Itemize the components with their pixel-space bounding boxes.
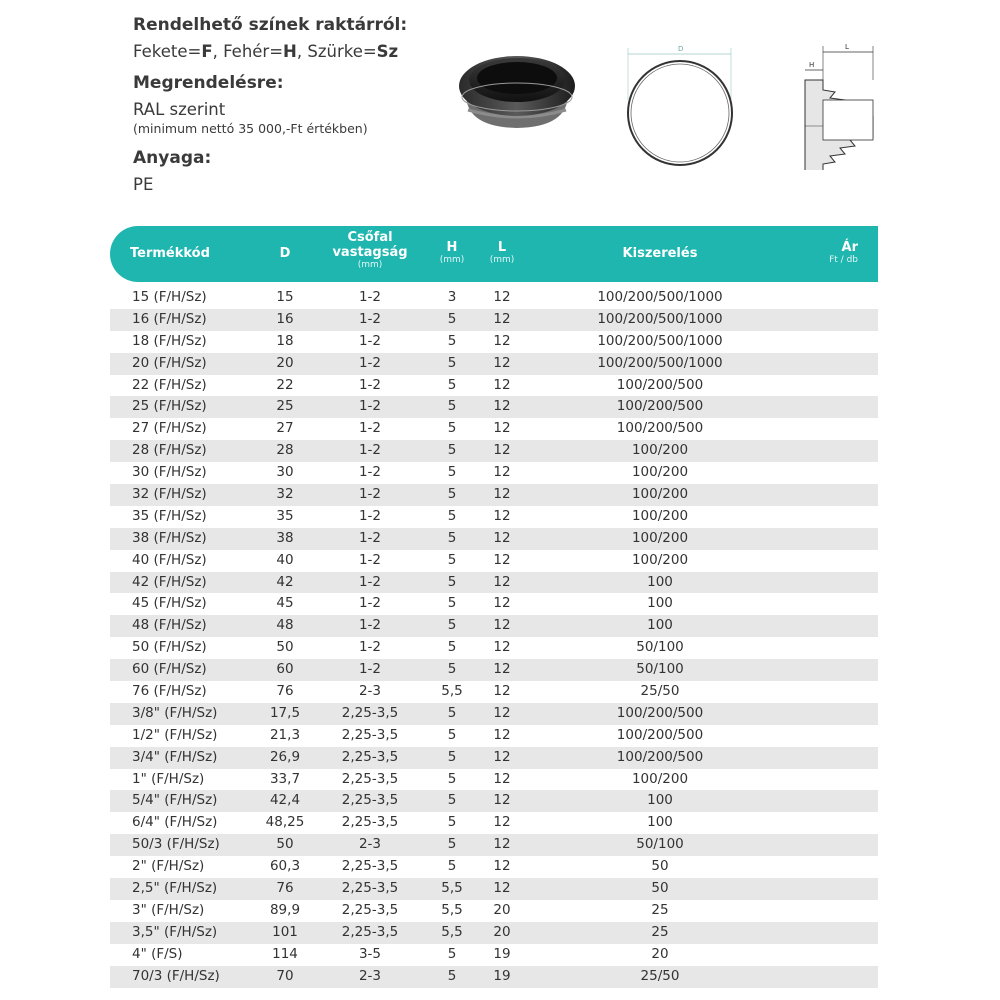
- cell-pack: 100/200/500: [616, 376, 704, 393]
- cell-l: 12: [493, 398, 511, 415]
- cell-l: 12: [493, 726, 511, 743]
- cell-d: 60: [276, 661, 294, 678]
- front-view-drawing: [618, 40, 743, 170]
- material-heading: Anyaga:: [133, 148, 212, 168]
- dim-h-label: H: [809, 61, 815, 69]
- cell-code: 30 (F/H/Sz): [132, 464, 207, 481]
- cell-h: 3: [447, 289, 457, 305]
- cell-h: 5: [447, 836, 457, 853]
- cell-h: 5: [447, 310, 457, 327]
- cell-wall: 1-2: [358, 289, 382, 305]
- cell-pack: 100/200/500: [616, 398, 704, 415]
- cell-d: 32: [276, 486, 294, 503]
- cell-d: 48,25: [265, 814, 305, 831]
- cell-code: 42 (F/H/Sz): [132, 573, 207, 590]
- cell-code: 6/4" (F/H/Sz): [132, 814, 218, 831]
- header-wall: [320, 230, 420, 271]
- cell-l: 12: [493, 442, 511, 459]
- cell-code: 76 (F/H/Sz): [132, 683, 207, 700]
- cell-l: 12: [493, 661, 511, 678]
- cell-pack: 100/200/500: [616, 726, 704, 743]
- header-l-label: L: [497, 240, 507, 255]
- cell-pack: 100/200: [631, 486, 689, 503]
- table-row: [110, 396, 878, 418]
- cell-code: 20 (F/H/Sz): [132, 354, 207, 371]
- cell-code: 3/4" (F/H/Sz): [132, 748, 218, 765]
- cell-code: 48 (F/H/Sz): [132, 617, 207, 634]
- side-section-drawing: [795, 40, 885, 170]
- table-row: [110, 484, 878, 506]
- header-l-unit: (mm): [489, 255, 515, 265]
- cell-d: 114: [272, 945, 298, 962]
- cell-wall: 2-3: [358, 836, 382, 853]
- cell-h: 5: [447, 332, 457, 349]
- cell-l: 12: [493, 748, 511, 765]
- cell-d: 35: [276, 507, 294, 524]
- cell-code: 3,5" (F/H/Sz): [132, 923, 218, 940]
- cell-pack: 100/200: [631, 770, 689, 787]
- cell-l: 12: [493, 814, 511, 831]
- cell-wall: 1-2: [358, 376, 382, 393]
- cell-d: 50: [276, 639, 294, 656]
- cell-h: 5,5: [441, 683, 463, 700]
- cell-l: 12: [493, 332, 511, 349]
- cell-code: 1/2" (F/H/Sz): [132, 726, 218, 743]
- cell-code: 15 (F/H/Sz): [132, 289, 207, 305]
- cell-l: 12: [493, 639, 511, 656]
- cell-wall: 2-3: [358, 967, 382, 984]
- cell-pack: 100/200/500/1000: [597, 310, 723, 327]
- table-row: [110, 944, 878, 966]
- table-row: [110, 725, 878, 747]
- cell-h: 5: [447, 529, 457, 546]
- cell-wall: 2,25-3,5: [341, 814, 399, 831]
- cell-wall: 3-5: [358, 945, 382, 962]
- cell-l: 19: [493, 945, 511, 962]
- table-row: [110, 856, 878, 878]
- cell-pack: 25/50: [640, 967, 680, 984]
- cell-l: 12: [493, 464, 511, 481]
- cell-d: 25: [276, 398, 294, 415]
- table-row: [110, 572, 878, 594]
- cell-d: 21,3: [269, 726, 301, 743]
- table-body: [110, 287, 878, 988]
- table-row: [110, 440, 878, 462]
- table-row: [110, 834, 878, 856]
- colors-line-segment: Sz: [376, 42, 399, 61]
- cell-h: 5: [447, 967, 457, 984]
- cell-pack: 50: [651, 858, 669, 875]
- cell-l: 12: [493, 617, 511, 634]
- cell-code: 4" (F/S): [132, 945, 183, 962]
- colors-line-segment: Fekete=: [133, 42, 202, 61]
- cell-d: 101: [272, 923, 298, 940]
- cell-code: 2,5" (F/H/Sz): [132, 880, 218, 897]
- table-row: [110, 769, 878, 791]
- cell-l: 12: [493, 310, 511, 327]
- cell-code: 60 (F/H/Sz): [132, 661, 207, 678]
- colors-line-segment: F: [201, 42, 213, 61]
- table-header: [110, 226, 878, 282]
- header-wall-top: Csőfal: [347, 230, 393, 245]
- cell-wall: 1-2: [358, 420, 382, 437]
- header-price-unit: Ft / db: [829, 255, 858, 265]
- header-h-label: H: [446, 240, 458, 255]
- cell-pack: 100/200: [631, 442, 689, 459]
- cell-l: 12: [493, 858, 511, 875]
- cell-h: 5: [447, 354, 457, 371]
- cell-wall: 1-2: [358, 529, 382, 546]
- cell-h: 5: [447, 573, 457, 590]
- cell-d: 40: [276, 551, 294, 568]
- cell-d: 15: [276, 289, 294, 305]
- cell-d: 33,7: [269, 770, 301, 787]
- cell-h: 5: [447, 398, 457, 415]
- table-row: [110, 747, 878, 769]
- cell-pack: 100: [647, 792, 673, 809]
- cell-wall: 1-2: [358, 332, 382, 349]
- cell-d: 60,3: [269, 858, 301, 875]
- cell-h: 5: [447, 464, 457, 481]
- cell-h: 5: [447, 639, 457, 656]
- cell-h: 5: [447, 507, 457, 524]
- cell-wall: 1-2: [358, 573, 382, 590]
- cell-d: 50: [276, 836, 294, 853]
- cell-pack: 100/200/500: [616, 748, 704, 765]
- cell-l: 12: [493, 880, 511, 897]
- cell-d: 30: [276, 464, 294, 481]
- cell-h: 5: [447, 792, 457, 809]
- cell-d: 42,4: [269, 792, 301, 809]
- cell-wall: 1-2: [358, 507, 382, 524]
- cell-l: 12: [493, 551, 511, 568]
- cell-wall: 2,25-3,5: [341, 770, 399, 787]
- cell-l: 12: [493, 704, 511, 721]
- cell-h: 5: [447, 748, 457, 765]
- cell-pack: 100: [647, 814, 673, 831]
- cell-h: 5: [447, 945, 457, 962]
- info-block: [133, 14, 433, 196]
- cell-pack: 20: [651, 945, 669, 962]
- cell-l: 12: [493, 836, 511, 853]
- header-wall-bottom: vastagság: [332, 245, 408, 260]
- cell-pack: 100/200: [631, 529, 689, 546]
- cell-code: 50/3 (F/H/Sz): [132, 836, 220, 853]
- cell-pack: 100: [647, 595, 673, 612]
- cell-wall: 2,25-3,5: [341, 704, 399, 721]
- colors-line-segment: , Fehér=: [212, 42, 284, 61]
- table-row: [110, 659, 878, 681]
- cell-code: 40 (F/H/Sz): [132, 551, 207, 568]
- table-row: [110, 353, 878, 375]
- cell-h: 5: [447, 486, 457, 503]
- cell-code: 22 (F/H/Sz): [132, 376, 207, 393]
- cell-h: 5: [447, 858, 457, 875]
- cell-code: 27 (F/H/Sz): [132, 420, 207, 437]
- cell-l: 12: [493, 595, 511, 612]
- header-h-unit: (mm): [439, 255, 465, 265]
- order-note: (minimum nettó 35 000,-Ft értékben): [133, 121, 368, 136]
- cell-code: 5/4" (F/H/Sz): [132, 792, 218, 809]
- colors-line-segment: H: [283, 42, 297, 61]
- cell-wall: 1-2: [358, 464, 382, 481]
- cell-pack: 100/200/500/1000: [597, 332, 723, 349]
- cell-pack: 100: [647, 573, 673, 590]
- cell-wall: 1-2: [358, 661, 382, 678]
- cell-pack: 25: [651, 901, 669, 918]
- cell-code: 1" (F/H/Sz): [132, 770, 205, 787]
- header-pack: Kiszerelés: [622, 246, 698, 261]
- cell-pack: 100/200/500/1000: [597, 354, 723, 371]
- table-row: [110, 637, 878, 659]
- table-row: [110, 506, 878, 528]
- cell-code: 28 (F/H/Sz): [132, 442, 207, 459]
- table-row: [110, 922, 878, 944]
- cell-wall: 2,25-3,5: [341, 880, 399, 897]
- table-row: [110, 331, 878, 353]
- header-price: [800, 240, 858, 266]
- order-text: RAL szerint: [133, 100, 226, 119]
- cell-d: 18: [276, 332, 294, 349]
- cell-pack: 100/200/500: [616, 420, 704, 437]
- cell-d: 16: [276, 310, 294, 327]
- header-wall-unit: (mm): [357, 260, 383, 270]
- cell-d: 48: [276, 617, 294, 634]
- table-row: [110, 900, 878, 922]
- cell-l: 12: [493, 354, 511, 371]
- cell-code: 45 (F/H/Sz): [132, 595, 207, 612]
- cell-pack: 25/50: [640, 683, 680, 700]
- colors-line: [133, 41, 433, 63]
- cell-l: 12: [493, 683, 511, 700]
- cell-d: 20: [276, 354, 294, 371]
- cell-h: 5: [447, 661, 457, 678]
- cell-d: 70: [276, 967, 294, 984]
- cell-pack: 50: [651, 880, 669, 897]
- cell-l: 12: [493, 573, 511, 590]
- dim-l-label: L: [845, 43, 849, 51]
- cell-d: 28: [276, 442, 294, 459]
- cell-l: 20: [493, 923, 511, 940]
- cell-wall: 1-2: [358, 639, 382, 656]
- cell-d: 27: [276, 420, 294, 437]
- table-row: [110, 703, 878, 725]
- cell-wall: 2,25-3,5: [341, 923, 399, 940]
- cell-d: 76: [276, 880, 294, 897]
- cell-code: 3/8" (F/H/Sz): [132, 704, 218, 721]
- cell-code: 18 (F/H/Sz): [132, 332, 207, 349]
- header-d: D: [279, 246, 291, 261]
- cell-pack: 50/100: [636, 836, 684, 853]
- table-row: [110, 966, 878, 988]
- cell-code: 25 (F/H/Sz): [132, 398, 207, 415]
- cell-h: 5: [447, 420, 457, 437]
- cell-wall: 2,25-3,5: [341, 748, 399, 765]
- cell-wall: 2-3: [358, 683, 382, 700]
- colors-line-segment: , Szürke=: [296, 42, 377, 61]
- cell-l: 12: [493, 289, 511, 305]
- cell-wall: 2,25-3,5: [341, 858, 399, 875]
- table-row: [110, 790, 878, 812]
- table-row: [110, 878, 878, 900]
- cell-l: 12: [493, 792, 511, 809]
- cell-pack: 100/200: [631, 551, 689, 568]
- header-code: Termékkód: [130, 246, 210, 261]
- cell-d: 17,5: [269, 704, 301, 721]
- cell-h: 5,5: [441, 901, 463, 918]
- cell-d: 38: [276, 529, 294, 546]
- cell-wall: 2,25-3,5: [341, 901, 399, 918]
- cell-l: 12: [493, 486, 511, 503]
- cell-h: 5: [447, 551, 457, 568]
- cell-code: 50 (F/H/Sz): [132, 639, 207, 656]
- cell-wall: 1-2: [358, 551, 382, 568]
- cell-code: 35 (F/H/Sz): [132, 507, 207, 524]
- table-row: [110, 593, 878, 615]
- cell-d: 89,9: [269, 901, 301, 918]
- colors-heading: Rendelhető színek raktárról:: [133, 15, 408, 35]
- table-row: [110, 287, 878, 309]
- cell-l: 12: [493, 376, 511, 393]
- cell-h: 5,5: [441, 923, 463, 940]
- cell-pack: 50/100: [636, 639, 684, 656]
- cell-pack: 100/200/500/1000: [597, 289, 723, 305]
- cell-wall: 1-2: [358, 398, 382, 415]
- material-text: PE: [133, 175, 154, 194]
- cell-code: 16 (F/H/Sz): [132, 310, 207, 327]
- cell-d: 26,9: [269, 748, 301, 765]
- cell-pack: 50/100: [636, 661, 684, 678]
- cell-wall: 1-2: [358, 354, 382, 371]
- cell-h: 5: [447, 617, 457, 634]
- header-h: [432, 240, 472, 266]
- header-price-label: Ár: [841, 240, 858, 255]
- table-row: [110, 681, 878, 703]
- cell-wall: 1-2: [358, 442, 382, 459]
- table-row: [110, 812, 878, 834]
- table-row: [110, 615, 878, 637]
- dim-d-label: D: [678, 45, 684, 53]
- cell-h: 5: [447, 442, 457, 459]
- cell-d: 22: [276, 376, 294, 393]
- table-row: [110, 375, 878, 397]
- cell-l: 19: [493, 967, 511, 984]
- cell-wall: 1-2: [358, 486, 382, 503]
- cell-l: 12: [493, 770, 511, 787]
- table-row: [110, 418, 878, 440]
- cell-h: 5: [447, 376, 457, 393]
- cell-code: 70/3 (F/H/Sz): [132, 967, 220, 984]
- cell-l: 12: [493, 507, 511, 524]
- cell-pack: 100: [647, 617, 673, 634]
- cell-h: 5: [447, 704, 457, 721]
- cell-wall: 1-2: [358, 595, 382, 612]
- order-heading: Megrendelésre:: [133, 73, 284, 93]
- cell-wall: 2,25-3,5: [341, 792, 399, 809]
- end-cap-photo: [452, 42, 582, 132]
- cell-h: 5: [447, 595, 457, 612]
- cell-l: 12: [493, 420, 511, 437]
- cell-wall: 1-2: [358, 617, 382, 634]
- cell-h: 5: [447, 814, 457, 831]
- cell-wall: 2,25-3,5: [341, 726, 399, 743]
- cell-h: 5: [447, 770, 457, 787]
- cell-pack: 100/200: [631, 507, 689, 524]
- table-row: [110, 309, 878, 331]
- cell-wall: 1-2: [358, 310, 382, 327]
- cell-code: 2" (F/H/Sz): [132, 858, 205, 875]
- cell-h: 5: [447, 726, 457, 743]
- cell-l: 20: [493, 901, 511, 918]
- cell-l: 12: [493, 529, 511, 546]
- cell-pack: 100/200/500: [616, 704, 704, 721]
- cell-d: 76: [276, 683, 294, 700]
- table-row: [110, 462, 878, 484]
- cell-pack: 100/200: [631, 464, 689, 481]
- cell-code: 3" (F/H/Sz): [132, 901, 205, 918]
- cell-code: 32 (F/H/Sz): [132, 486, 207, 503]
- table-row: [110, 550, 878, 572]
- cell-d: 45: [276, 595, 294, 612]
- header-l: [482, 240, 522, 266]
- cell-code: 38 (F/H/Sz): [132, 529, 207, 546]
- table-row: [110, 528, 878, 550]
- cell-h: 5,5: [441, 880, 463, 897]
- cell-d: 42: [276, 573, 294, 590]
- cell-pack: 25: [651, 923, 669, 940]
